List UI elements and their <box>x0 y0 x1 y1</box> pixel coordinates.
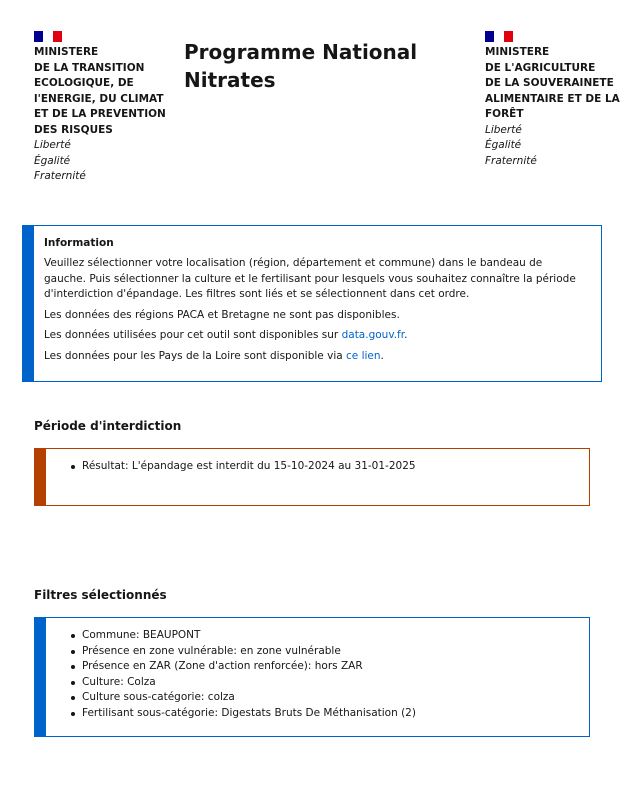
motto-liberte: Liberté <box>485 123 522 136</box>
ministry-line: ECOLOGIQUE, DE <box>34 77 134 89</box>
page-title-line1: Programme National <box>184 40 418 64</box>
ministry-line: DE L'AGRICULTURE <box>485 61 596 74</box>
french-flag-icon <box>34 31 62 42</box>
page-title-line2: Nitrates <box>184 68 276 92</box>
list-item: Commune: BEAUPONT <box>70 628 579 644</box>
page-title <box>184 38 434 94</box>
ministry-line: DE LA SOUVERAINETE <box>485 77 614 89</box>
motto-liberte: Liberté <box>34 139 71 151</box>
ministry-line: MINISTERE <box>34 46 99 58</box>
selected-filters-callout <box>34 617 590 737</box>
list-item: Présence en ZAR (Zone d'action renforcée): hors ZAR <box>70 659 579 675</box>
selected-filters-list <box>70 628 579 721</box>
information-data-source <box>44 328 587 344</box>
pays-de-la-loire-text: Les données pour les Pays de la Loire sont disponible via <box>44 349 347 362</box>
motto-egalite: Égalité <box>34 154 71 167</box>
information-callout <box>22 225 602 382</box>
pays-de-la-loire-suffix: . <box>380 349 384 362</box>
list-item: Présence en zone vulnérable: en zone vulnérable <box>70 644 579 660</box>
ministry-line: DE LA TRANSITION <box>34 61 145 74</box>
ministry-line: MINISTERE <box>485 46 550 58</box>
information-pays-de-la-loire <box>44 349 587 365</box>
ministry-line: ALIMENTAIRE ET DE LA <box>485 92 620 105</box>
period-result-list <box>70 459 579 475</box>
data-source-suffix: . <box>404 329 408 341</box>
ministry-agriculture-block <box>485 31 625 169</box>
ministry-line: l'ENERGIE, DU CLIMAT <box>34 92 164 105</box>
motto-egalite: Égalité <box>485 139 522 151</box>
ministry-line: ET DE LA PREVENTION <box>34 108 166 120</box>
list-item: Culture sous-catégorie: colza <box>70 690 579 706</box>
data-source-text: Les données utilisées pour cet outil sont disponibles sur <box>44 329 342 341</box>
motto-fraternite: Fraternité <box>34 170 86 182</box>
list-item: Culture: Colza <box>70 675 579 691</box>
motto-fraternite: Fraternité <box>485 154 537 167</box>
ministry-ecology-block <box>34 31 174 185</box>
information-title: Information <box>44 237 114 249</box>
period-result-callout <box>34 448 590 506</box>
filters-section-title: Filtres sélectionnés <box>34 588 167 602</box>
ministry-line: FORÊT <box>485 108 524 120</box>
information-unavailable-regions: Les données des régions PACA et Bretagne ne sont pas disponibles. <box>44 308 400 321</box>
french-flag-icon <box>485 31 513 42</box>
list-item: Résultat: L'épandage est interdit du 15-10-2024 au 31-01-2025 <box>70 459 579 475</box>
list-item: Fertilisant sous-catégorie: Digestats Bruts De Méthanisation (2) <box>70 706 579 722</box>
period-section-title: Période d'interdiction <box>34 419 182 433</box>
pays-de-la-loire-link[interactable]: ce lien <box>346 349 381 362</box>
ministry-line: DES RISQUES <box>34 123 113 136</box>
information-instructions: Veuillez sélectionner votre localisation (région, département et commune) dans le bandeau de gauche. Puis sélectionner la culture et le fertilisant pour lesquels vous souhaitez connaître la période d'interdiction d'épandage. Les filtres sont liés et se sélectionnent dans cet ordre. <box>44 257 576 300</box>
data-gouv-link[interactable]: data.gouv.fr <box>341 329 405 341</box>
